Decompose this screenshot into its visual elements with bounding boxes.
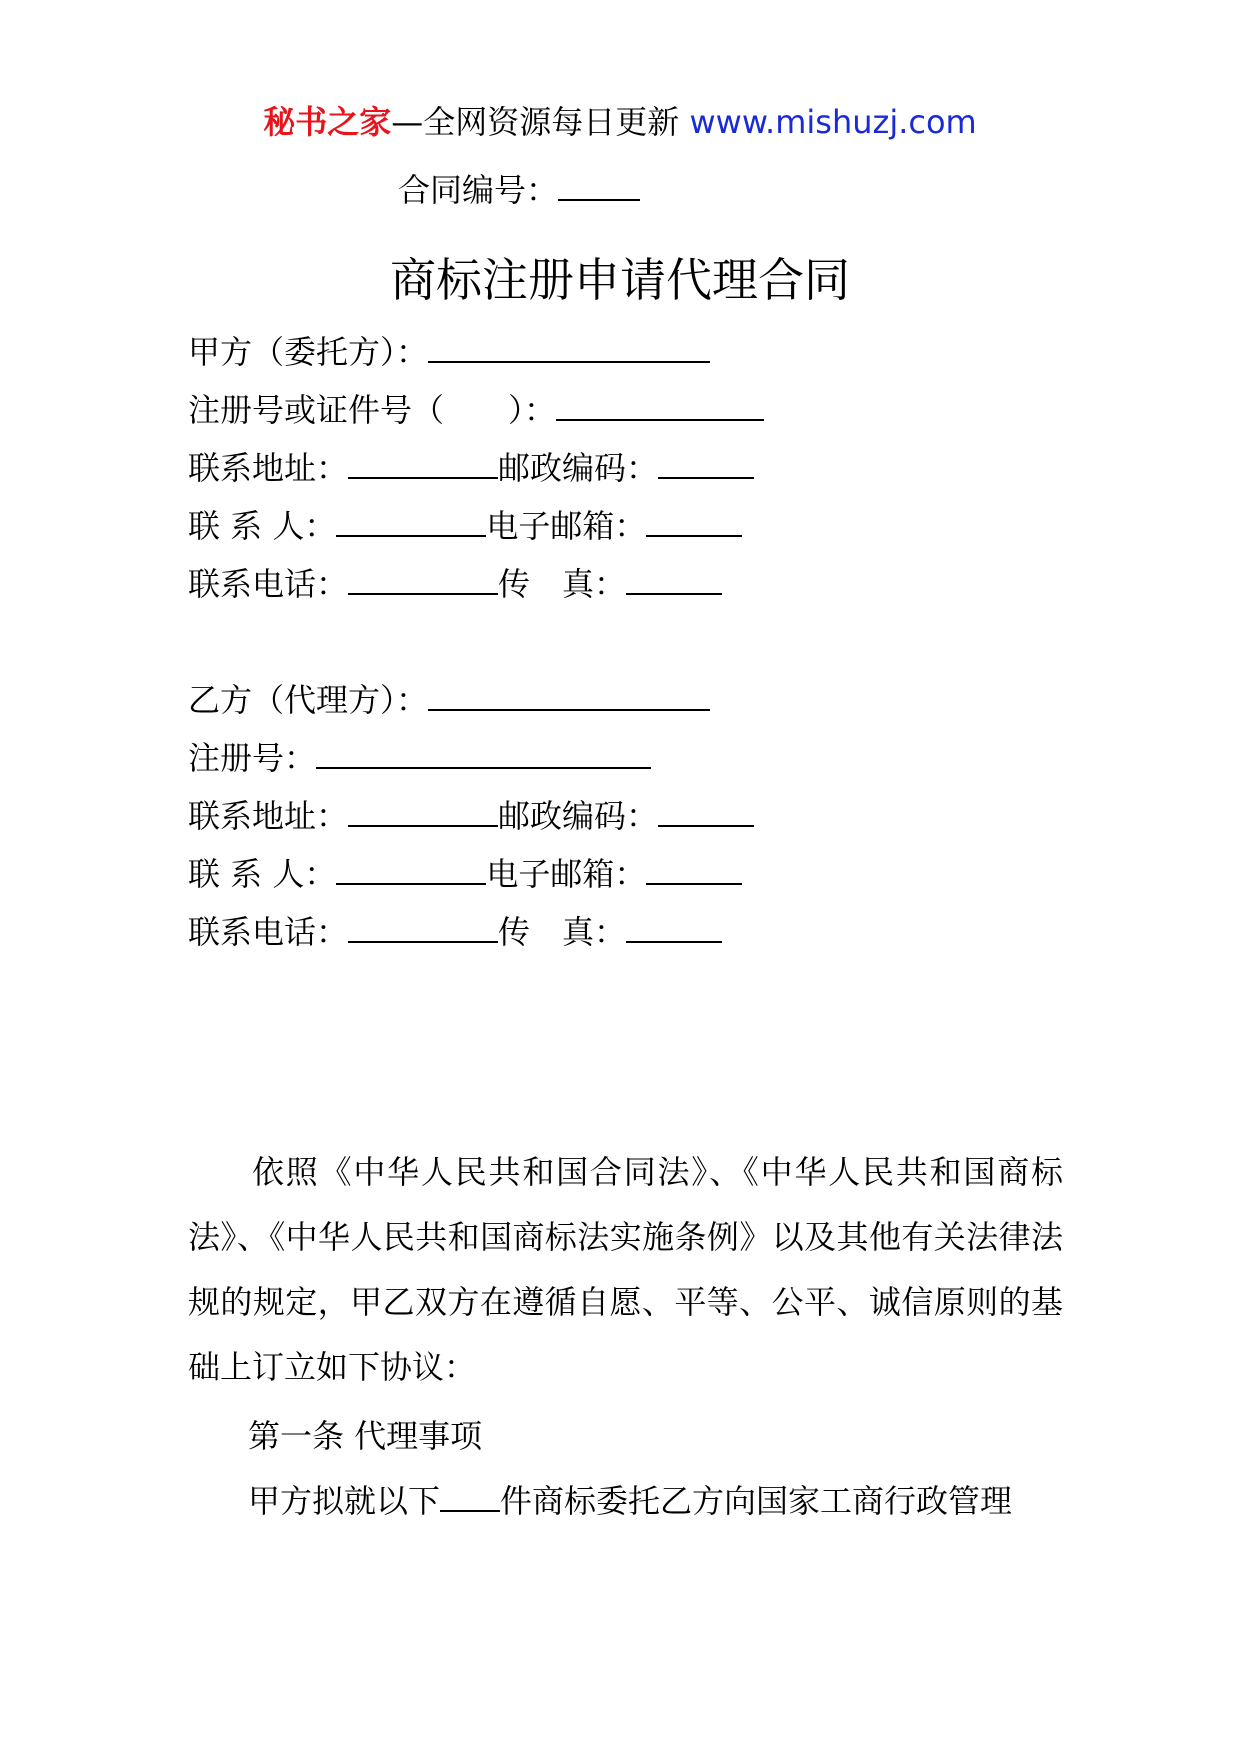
party-a-reg-blank — [556, 389, 764, 421]
party-b-postcode-label: 邮政编码： — [498, 797, 659, 835]
party-b-fax-blank — [626, 911, 722, 943]
banner-url: www.mishuzj.com — [689, 103, 977, 141]
document-banner — [0, 100, 1240, 144]
party-a-phone-blank — [348, 563, 498, 595]
party-a-name-label: 甲方（委托方）： — [188, 333, 429, 371]
party-b-fax-label: 传 真： — [498, 913, 627, 951]
party-a-address-blank — [348, 447, 498, 479]
party-a-contact-line — [188, 504, 742, 548]
party-a-email-blank — [646, 505, 742, 537]
party-b-reg-blank — [316, 737, 651, 769]
party-b-address-blank — [348, 795, 498, 827]
party-b-phone-blank — [348, 911, 498, 943]
party-a-phone-label: 联系电话： — [188, 565, 349, 603]
contract-number-line — [398, 168, 640, 212]
party-b-name-blank — [428, 679, 710, 711]
party-b-contact-blank — [336, 853, 486, 885]
document-title: 商标注册申请代理合同 — [390, 253, 850, 307]
party-a-email-label: 电子邮箱： — [486, 507, 647, 545]
party-a-name-line — [188, 330, 710, 374]
clause-1-text-before: 甲方拟就以下 — [248, 1482, 441, 1520]
party-a-contact-label: 联 系 人： — [188, 507, 337, 545]
party-a-reg-line — [188, 388, 764, 432]
clause-1-count-blank — [440, 1480, 500, 1512]
clause-1-text-after: 件商标委托乙方向国家工商行政管理 — [500, 1482, 1013, 1520]
clause-1-heading: 第一条 代理事项 — [248, 1417, 483, 1455]
party-a-postcode-label: 邮政编码： — [498, 449, 659, 487]
banner-brand: 秘书之家 — [263, 103, 392, 141]
party-b-email-label: 电子邮箱： — [486, 855, 647, 893]
party-a-fax-label: 传 真： — [498, 565, 627, 603]
party-a-postcode-blank — [658, 447, 754, 479]
party-a-phone-line — [188, 562, 722, 606]
party-b-reg-line — [188, 736, 651, 780]
party-b-phone-line — [188, 910, 722, 954]
party-b-postcode-blank — [658, 795, 754, 827]
party-a-name-blank — [428, 331, 710, 363]
party-b-phone-label: 联系电话： — [188, 913, 349, 951]
party-b-reg-label: 注册号： — [188, 739, 317, 777]
contract-number-label: 合同编号： — [398, 171, 559, 209]
party-a-reg-label: 注册号或证件号（ ）： — [188, 391, 557, 429]
party-b-contact-line — [188, 852, 742, 896]
preamble-paragraph: 依照《中华人民共和国合同法》、《中华人民共和国商标法》、《中华人民共和国商标法实施条例》以及其他有关法律法规的规定，甲乙双方在遵循自愿、平等、公平、诚信原则的基础上订立如下协议： — [188, 1153, 1063, 1386]
party-b-name-line — [188, 678, 710, 722]
party-b-name-label: 乙方（代理方）： — [188, 681, 429, 719]
party-a-fax-blank — [626, 563, 722, 595]
banner-slogan: —全网资源每日更新 — [391, 103, 690, 141]
party-b-address-line — [188, 794, 754, 838]
party-a-address-label: 联系地址： — [188, 449, 349, 487]
party-b-email-blank — [646, 853, 742, 885]
contract-number-blank — [558, 169, 640, 201]
party-b-address-label: 联系地址： — [188, 797, 349, 835]
party-a-contact-blank — [336, 505, 486, 537]
party-b-contact-label: 联 系 人： — [188, 855, 337, 893]
party-a-address-line — [188, 446, 754, 490]
clause-1-text — [248, 1479, 1012, 1523]
